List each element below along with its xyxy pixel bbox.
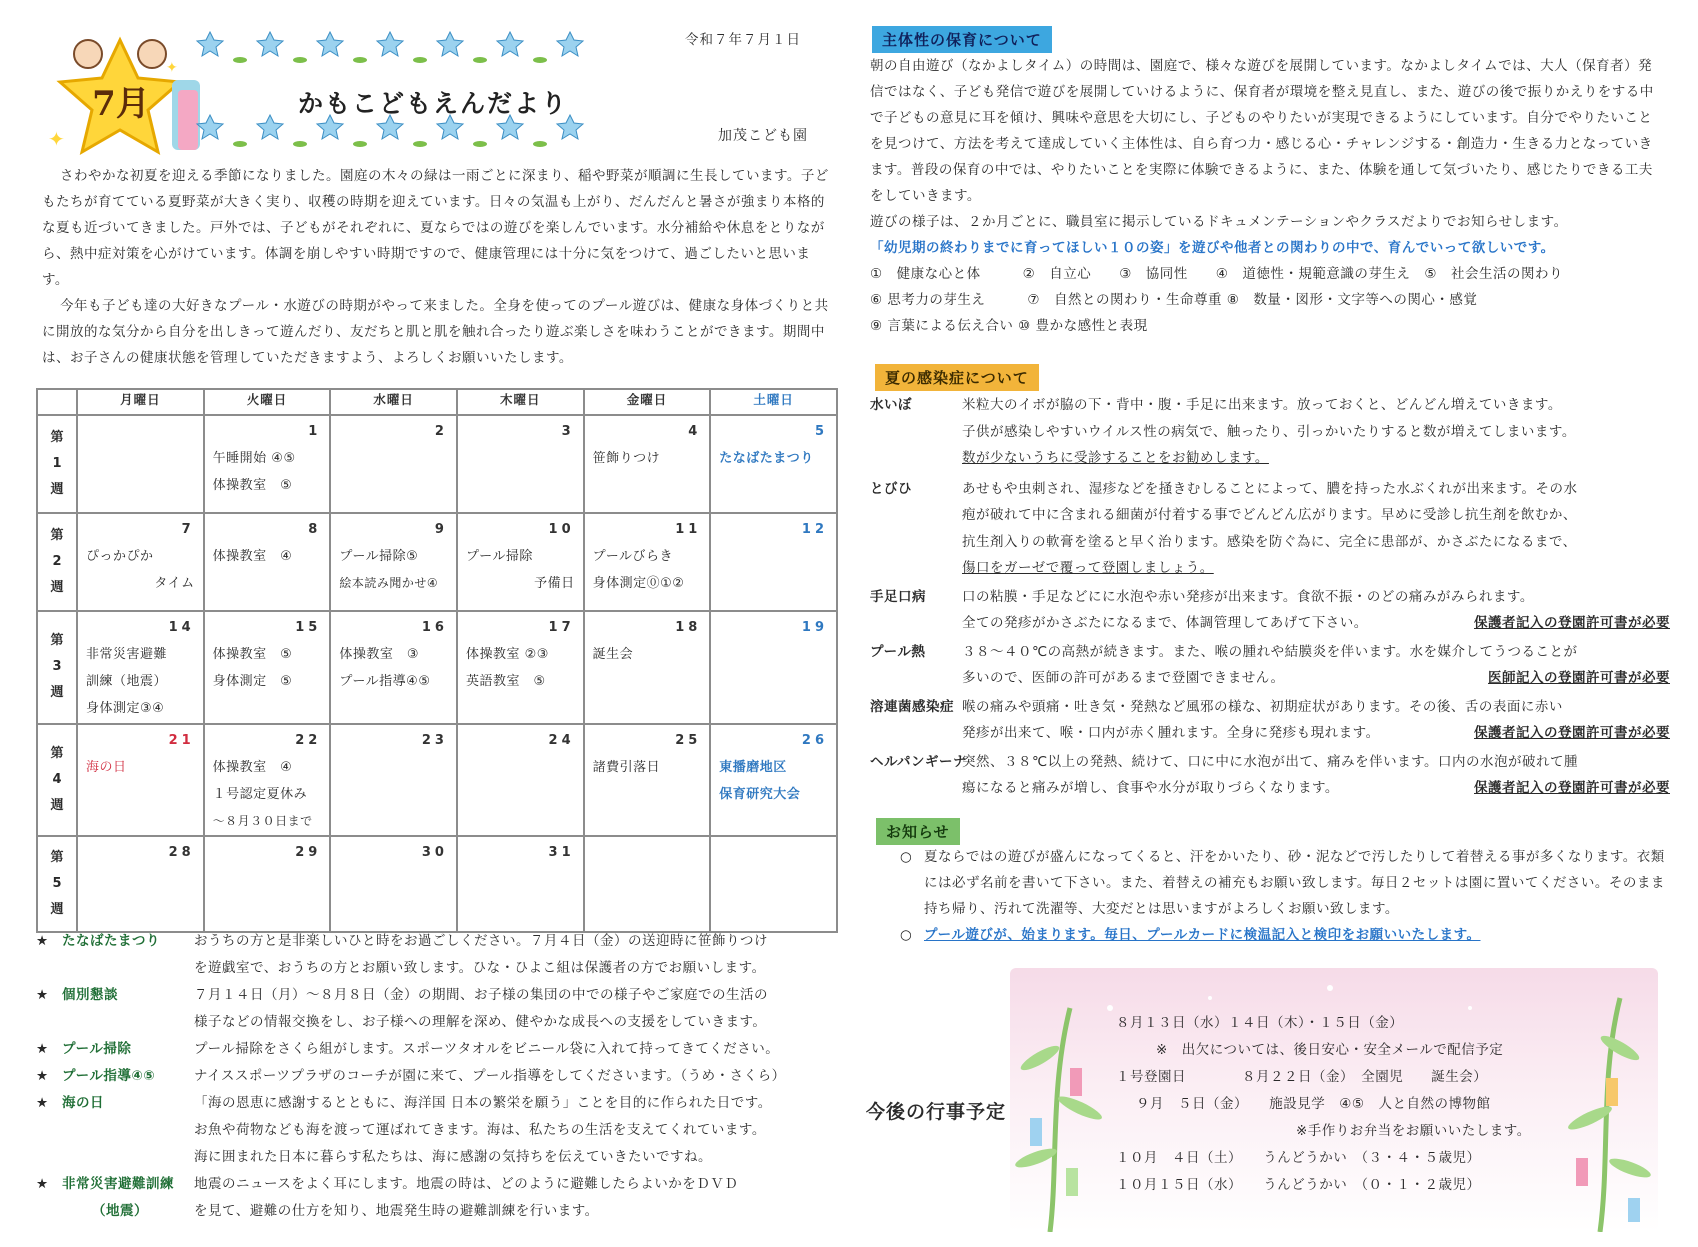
event-line: １０月１５日（水） うんどうかい （０・１・２歳児）	[1116, 1177, 1481, 1193]
week-label-char: 週	[50, 482, 64, 498]
disease-name: 手足口病	[870, 588, 926, 605]
calendar-week-row	[37, 513, 837, 611]
disease-line: 突然、３８℃以上の発熱、続けて、口に中に水泡が出て、痛みを伴います。口内の水泡が破れて腫	[962, 753, 1579, 770]
note-heading: プール指導④⑤	[62, 1068, 156, 1084]
day-event: 東播磨地区	[719, 759, 787, 775]
calendar-day-cell	[330, 611, 457, 723]
header-monday: 月曜日	[77, 389, 204, 415]
event-notes	[36, 928, 846, 1225]
disease-impetigo	[870, 476, 1670, 582]
day-event: 保育研究大会	[719, 786, 801, 802]
week-label-char: 第	[50, 528, 64, 544]
ten-aspects-list-2: ⑥ 思考力の芽生え ⑦ 自然との関わり・生命尊重 ⑧ 数量・図形・文字等への関心・感覚	[870, 292, 1478, 308]
disease-name: 水いぼ	[870, 397, 912, 413]
day-number: 28	[168, 844, 195, 860]
week-label	[37, 415, 77, 513]
ten-aspects-list-3: ⑨ 言葉による伝え合い ⑩ 豊かな感性と表現	[870, 318, 1148, 334]
day-number: 3	[561, 424, 575, 439]
day-number: 1	[308, 424, 322, 439]
note-individual-meeting	[36, 982, 846, 1036]
calendar-day-cell	[584, 724, 711, 836]
day-number: 23	[421, 732, 448, 748]
circle-bullet-icon: ○	[900, 849, 913, 865]
note-heading: プール掃除	[62, 1041, 132, 1057]
intro-paragraph-1: さわやかな初夏を迎える季節になりました。園庭の木々の緑は一雨ごとに深まり、稲や野菜が順調に生長しています。子どもたちが育てている夏野菜が大きく実り、収穫の時期を迎えています。日々の気温も上がり、だんだんと暑さが強まり本格的な夏も近づいてきました。戸外では、子どもがそれぞれに、夏ならではの遊びを楽しんでいます。水分補給や休息をとりながら、熱中症対策を心がけています。体調を崩しやすい時期ですので、健康管理には十分に気をつけて、過ごしたいと思います。	[42, 168, 829, 288]
event-line: ８月１３日（水）１４日（木）・１５日（金）	[1116, 1015, 1404, 1031]
calendar-week-row	[37, 415, 837, 513]
calendar-day-cell	[584, 611, 711, 723]
disease-name: ヘルパンギーナ	[870, 753, 968, 770]
week-label-char: 週	[50, 685, 64, 701]
notice-text: 夏ならではの遊びが盛んになってくると、汗をかいたり、砂・泥などで汚したりして着替える事が多くなります。衣類には必ず名前を書いて下さい。また、着替えの補充もお願い致します。毎日２セットは園に置いてください。そのまま持ち帰り、汚れて洗濯等、大変だとは思いますがよろしくお願い致します。	[924, 849, 1665, 917]
day-number: 17	[548, 620, 575, 636]
calendar-header-row	[37, 389, 837, 415]
month-badge: 7月	[92, 84, 150, 124]
header-saturday: 土曜日	[710, 389, 837, 415]
calendar-day-cell	[330, 415, 457, 513]
calendar-day-cell	[204, 611, 331, 723]
disease-line: 発疹が出来て、喉・口内が赤く腫れます。全身に発疹も現れます。	[962, 725, 1380, 741]
issue-date: 令和７年７月１日	[685, 32, 801, 48]
note-pool-cleaning	[36, 1036, 846, 1063]
calendar-corner	[37, 389, 77, 415]
day-event: 体操教室 ③	[339, 647, 419, 663]
week-label-char: 4	[52, 771, 62, 787]
svg-text:✦: ✦	[166, 60, 178, 76]
ten-aspects-highlight: 「幼児期の終わりまでに育ってほしい１０の姿」を遊びや他者との関わりの中で、育んでいって欲しいです。	[870, 240, 1555, 256]
calendar-day-cell	[710, 724, 837, 836]
calendar-day-cell	[584, 415, 711, 513]
calendar-day-cell	[330, 836, 457, 932]
week-label-char: 週	[50, 580, 64, 596]
day-number: 15	[295, 620, 322, 636]
event-line: ※ 出欠については、後日安心・安全メールで配信予定	[1156, 1042, 1504, 1058]
calendar-day-cell	[457, 513, 584, 611]
disease-line: 抗生剤入りの軟膏を塗ると早く治ります。感染を防ぐ為に、完全に患部が、かさぶたになるまで、	[962, 533, 1577, 550]
note-line: おうちの方と是非楽しいひと時をお過ごしください。７月４日（金）の送迎時に笹飾りつけ	[194, 933, 768, 949]
day-event: 英語教室 ⑤	[465, 674, 546, 690]
day-number: 19	[801, 620, 828, 636]
day-event: 体操教室 ④	[212, 759, 293, 775]
note-line: プール掃除をさくら組がします。スポーツタオルをビニール袋に入れて持ってきてください。	[194, 1041, 780, 1057]
autonomy-paragraph-2: 遊びの様子は、２か月ごとに、職員室に掲示しているドキュメンテーションやクラスだよりでお知らせします。	[870, 214, 1568, 230]
day-event: プールびらき	[592, 549, 673, 565]
day-event: 体操教室 ⑤	[212, 478, 293, 493]
permit-note: 保護者記入の登園許可書が必要	[1474, 725, 1670, 741]
note-line: 地震のニュースをよく耳にします。地震の時は、どのように避難したらよいかをＤＶＤ	[194, 1176, 739, 1192]
day-number: 9	[434, 522, 448, 538]
calendar-day-cell	[457, 415, 584, 513]
day-number: 21	[168, 732, 195, 748]
calendar-day-cell	[77, 513, 204, 611]
school-name: 加茂こども園	[718, 128, 808, 144]
star-icon: ★	[36, 1176, 49, 1192]
note-line: ７月１４日（月）～８月８日（金）の期間、お子様の集団の中での様子やご家庭での生活の	[194, 987, 768, 1003]
disease-line: 米粒大のイボが脇の下・背中・腹・手足に出来ます。放っておくと、どんどん増えていきます。	[962, 397, 1562, 413]
note-heading: 海の日	[62, 1095, 104, 1111]
header-friday: 金曜日	[584, 389, 711, 415]
star-icon: ★	[36, 987, 49, 1003]
autonomy-paragraph-1: 朝の自由遊び（なかよしタイム）の時間は、園庭で、様々な遊びを展開しています。なかよしタイムでは、大人（保育者）発信ではなく、子ども発信で遊びを展開していけるように、保育者が環境を整え見直し、また、遊びの後で振りかえりをする中で子どもの意見に耳を傾け、興味や意思を大切にし、子どものやりたいが実現できるようにしています。自分でやりたいことを見つけて、方法を考えて達成していく主体性は、自ら育つ力・感じる心・チャレンジする・創造力・生きる力となっていきます。普段の保育の中では、やりたいことを実際に体験できるように、また、体験を通して気づいたり、感じたりできる工夫をしていきます。	[870, 58, 1654, 204]
day-event: 絵本読み聞かせ④	[339, 576, 439, 591]
disease-line: あせもや虫刺され、湿疹などを掻きむしることによって、膿を持った水ぶくれが出来ます。その水	[962, 480, 1578, 497]
day-number: 24	[548, 732, 575, 748]
day-event: ぴっかぴか	[86, 549, 154, 565]
calendar-day-cell	[77, 415, 204, 513]
note-line: を見て、避難の仕方を知り、地震発生時の避難訓練を行います。	[194, 1203, 599, 1219]
star-icon: ★	[36, 1041, 49, 1057]
calendar-day-cell	[710, 836, 837, 932]
disease-name: プール熱	[870, 643, 926, 660]
calendar-week-row	[37, 836, 837, 932]
day-number: 26	[801, 732, 828, 748]
ten-aspects-list-1: ① 健康な心と体 ② 自立心 ③ 協同性 ④ 道徳性・規範意識の芽生え ⑤ 社会生活の関わり	[870, 266, 1564, 282]
week-label	[37, 611, 77, 723]
disease-line: 傷口をガーゼで覆って登園しましょう。	[962, 560, 1214, 576]
note-heading: 個別懇談	[62, 987, 118, 1003]
day-number: 30	[421, 844, 448, 860]
note-pool-instruction	[36, 1063, 846, 1090]
note-line: 海に囲まれた日本に暮らす私たちは、海に感謝の気持ちを伝えていきたいですね。	[194, 1149, 712, 1165]
intro-text	[42, 163, 832, 371]
calendar-body	[37, 415, 837, 932]
day-event: 体操教室 ②③	[465, 647, 549, 663]
day-event: 訓練（地震）	[86, 674, 168, 690]
disease-herpangina	[870, 749, 1670, 802]
day-number: 8	[308, 522, 322, 538]
calendar-day-cell	[457, 836, 584, 932]
day-event: タイム	[154, 576, 195, 592]
permit-note: 医師記入の登園許可書が必要	[1488, 670, 1670, 686]
calendar-week-row	[37, 611, 837, 723]
disease-line: 数が少ないうちに受診することをお勧めします。	[962, 450, 1269, 466]
calendar-day-cell	[77, 724, 204, 836]
star-icon: ★	[36, 933, 49, 949]
star-icon: ★	[36, 1095, 49, 1111]
day-event: プール掃除	[465, 549, 533, 565]
day-number: 12	[801, 522, 828, 538]
calendar-day-cell	[77, 611, 204, 723]
day-event: 予備日	[534, 576, 575, 592]
disease-pharyngoconjunctival-fever	[870, 639, 1670, 692]
event-line: １０月 ４日（土） うんどうかい （３・４・５歳児）	[1116, 1150, 1481, 1166]
notice-text: プール遊びが、始まります。毎日、プールカードに検温記入と検印をお願いいたします。	[924, 927, 1481, 943]
day-number: 4	[688, 424, 702, 439]
week-label-char: 第	[50, 430, 64, 446]
calendar-day-cell	[457, 611, 584, 723]
day-number: 11	[675, 522, 702, 538]
disease-line: 喉の痛みや頭痛・吐き気・発熱など風邪の様な、初期症状があります。その後、舌の表面に赤い	[962, 698, 1563, 715]
newsletter-title: かもこどもえんだより	[298, 89, 569, 118]
week-label-char: 週	[50, 901, 64, 917]
day-event: 身体測定 ⑤	[212, 674, 293, 690]
event-line: ９月 ５日（金） 施設見学 ④⑤ 人と自然の博物館	[1136, 1096, 1491, 1112]
day-number: 2	[434, 424, 448, 439]
calendar-day-cell	[77, 836, 204, 932]
upcoming-events-title: 今後の行事予定	[866, 1101, 1007, 1123]
day-number: 7	[181, 522, 195, 538]
upcoming-events-list	[1116, 1010, 1636, 1199]
section-heading-autonomy: 主体性の保育について	[872, 26, 1052, 53]
section-autonomy-body	[870, 53, 1660, 339]
note-line: 様子などの情報交換をし、お子様への理解を深め、健やかな成長への支援をしていきます。	[194, 1014, 767, 1030]
day-number: 18	[675, 620, 702, 636]
day-event: プール指導④⑤	[339, 674, 431, 690]
note-tanabata	[36, 928, 846, 982]
calendar-day-cell	[457, 724, 584, 836]
day-event: 体操教室 ⑤	[212, 647, 293, 663]
week-label	[37, 513, 77, 611]
disease-strep	[870, 694, 1670, 747]
disease-molluscum	[870, 392, 1670, 472]
sparkle-icon: ✦	[48, 127, 65, 151]
notices-body	[900, 844, 1670, 948]
day-event: １号認定夏休み	[212, 786, 308, 802]
note-line: を遊戯室で、おうちの方とお願い致します。ひな・ひよこ組は保護者の方でお願いします。	[194, 960, 766, 976]
disease-line: ３８～４０℃の高熱が続きます。また、喉の腫れや結膜炎を伴います。水を媒介してうつることが	[962, 643, 1578, 660]
disease-hfmd	[870, 584, 1670, 637]
week-label-char: 週	[50, 797, 64, 813]
day-event: 笹飾りつけ	[592, 451, 661, 466]
header-wednesday: 水曜日	[330, 389, 457, 415]
day-event: 誕生会	[592, 647, 634, 663]
week-label-char: 第	[50, 745, 64, 761]
section-heading-summer-infections: 夏の感染症について	[875, 364, 1039, 391]
disease-line: 多いので、医師の許可があるまで登園できません。	[962, 670, 1285, 686]
week-label	[37, 836, 77, 932]
calendar-day-cell	[204, 513, 331, 611]
day-number: 10	[548, 522, 575, 538]
calendar-day-cell	[710, 611, 837, 723]
calendar-day-cell	[584, 513, 711, 611]
day-number: 14	[168, 620, 195, 636]
day-number: 22	[295, 732, 322, 748]
day-number: 25	[675, 732, 702, 748]
week-label-char: 3	[52, 659, 62, 675]
calendar-day-cell	[330, 513, 457, 611]
calendar-day-cell	[710, 415, 837, 513]
note-heading: 非常災害避難訓練	[62, 1176, 174, 1192]
day-event: 午睡開始 ④⑤	[212, 451, 296, 466]
note-evacuation-drill	[36, 1171, 846, 1225]
week-label-char: 第	[50, 849, 64, 865]
day-event: 身体測定③④	[86, 701, 165, 717]
day-event: 非常災害避難	[86, 647, 168, 663]
intro-paragraph-2: 今年も子ども達の大好きなプール・水遊びの時期がやって来ました。全身を使ってのプール遊びは、健康な身体づくりと共に開放的な気分から自分を出しきって遊んだり、友だちと肌と肌を触れ合ったり遊ぶ楽しさを味わうことができます。期間中は、お子さんの健康状態を管理していただきますよう、よろしくお願いいたします。	[42, 298, 829, 366]
note-heading: たなばたまつり	[62, 933, 160, 949]
note-subheading: （地震）	[92, 1203, 148, 1219]
day-event: 体操教室 ④	[212, 549, 293, 565]
disease-line: 全ての発疹がかさぶたになるまで、体調管理してあげて下さい。	[962, 615, 1368, 631]
day-event: ～８月３０日まで	[212, 813, 313, 828]
star-icon: ★	[36, 1068, 49, 1084]
week-label-char: 5	[52, 875, 62, 891]
note-line: ナイススポーツプラザのコーチが園に来て、プール指導をしてくださいます。（うめ・さくら）	[194, 1068, 786, 1084]
disease-line: 疱が破れて中に含まれる細菌が付着する事でどんどん広がります。早めに受診し抗生剤を飲むか、	[962, 507, 1577, 523]
circle-bullet-icon: ○	[900, 927, 913, 943]
day-event: プール掃除⑤	[339, 549, 419, 565]
day-event: 身体測定⓪①②	[592, 576, 685, 592]
calendar-day-cell	[330, 724, 457, 836]
day-number: 29	[295, 844, 322, 860]
day-event: たなばたまつり	[719, 451, 814, 466]
notice-item-2	[900, 922, 1670, 948]
day-number: 31	[548, 844, 575, 860]
week-label-char: 第	[50, 633, 64, 649]
summer-infections-list	[870, 392, 1670, 802]
calendar-day-cell	[204, 415, 331, 513]
week-label	[37, 724, 77, 836]
calendar-day-cell	[710, 513, 837, 611]
permit-note: 保護者記入の登園許可書が必要	[1474, 615, 1670, 631]
event-line: １号登園日 ８月２２日（金） 全園児 誕生会）	[1116, 1069, 1488, 1085]
calendar-week-row	[37, 724, 837, 836]
disease-line: 子供が感染しやすいウイルス性の病気で、触ったり、引っかいたりすると数が増えてしまいます。	[962, 423, 1576, 440]
event-line: ※手作りお弁当をお願いいたします。	[1296, 1123, 1531, 1139]
calendar-day-cell	[584, 836, 711, 932]
day-event: 海の日	[86, 759, 127, 775]
day-event: 諸費引落日	[592, 759, 661, 775]
note-line: お魚や荷物なども海を渡って運ばれてきます。海は、私たちの生活を支えてくれています。	[194, 1122, 766, 1138]
permit-note: 保護者記入の登園許可書が必要	[1474, 780, 1670, 796]
disease-name: 溶連菌感染症	[870, 698, 954, 715]
disease-line: 瘍になると痛みが増し、食事や水分が取りづらくなります。	[962, 780, 1339, 796]
monthly-calendar	[36, 388, 838, 933]
calendar-day-cell	[204, 836, 331, 932]
week-label-char: 1	[52, 456, 62, 472]
notice-item-1	[900, 844, 1670, 922]
calendar-day-cell	[204, 724, 331, 836]
day-number: 5	[814, 424, 828, 439]
header-tuesday: 火曜日	[204, 389, 331, 415]
day-number: 16	[421, 620, 448, 636]
note-marine-day	[36, 1090, 846, 1171]
note-line: 「海の恩恵に感謝するとともに、海洋国 日本の繁栄を願う」ことを目的に作られた日です。	[194, 1095, 772, 1111]
section-heading-notices: お知らせ	[876, 818, 960, 845]
disease-name: とびひ	[870, 480, 912, 497]
header-thursday: 木曜日	[457, 389, 584, 415]
week-label-char: 2	[52, 554, 62, 570]
disease-line: 口の粘膜・手足などにに水泡や赤い発疹が出来ます。食欲不振・のどの痛みがみられます。	[962, 588, 1534, 605]
